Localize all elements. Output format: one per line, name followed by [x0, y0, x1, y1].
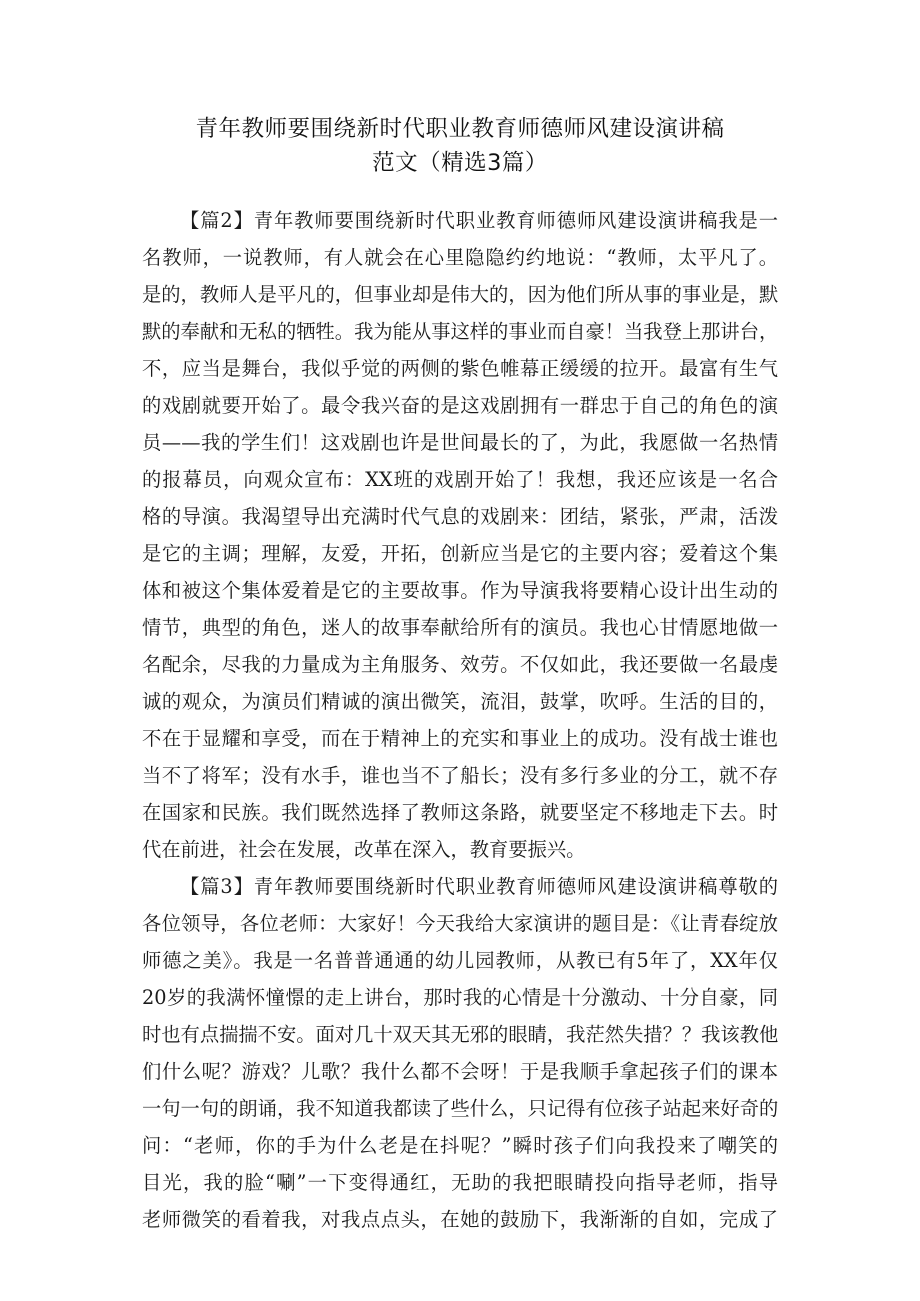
paragraph — [142, 868, 778, 1238]
paragraph-line: 一句一句的朗诵，我不知道我都读了些什么，只记得有位孩子站起来好奇的 — [142, 1097, 778, 1120]
paragraph-line: 不在于显耀和享受，而在于精神上的充实和事业上的成功。没有战士谁也 — [142, 727, 778, 750]
paragraph-line: 体和被这个集体爱着是它的主要故事。作为导演我将要精心设计出生动的 — [142, 579, 778, 602]
paragraph-line: 们什么呢？游戏？儿歌？我什么都不会呀！于是我顺手拿起孩子们的课本 — [142, 1060, 778, 1083]
document-body — [142, 202, 778, 1238]
paragraph-line: 员——我的学生们！这戏剧也许是世间最长的了，为此，我愿做一名热情 — [142, 431, 778, 454]
title-line-2: 范文（精选3篇） — [372, 150, 548, 176]
paragraph-line: 问：“老师，你的手为什么老是在抖呢？”瞬时孩子们向我投来了嘲笑的 — [142, 1134, 778, 1157]
paragraph-line: 名配余，尽我的力量成为主角服务、效劳。不仅如此，我还要做一名最虔 — [142, 653, 778, 676]
paragraph-line: 是它的主调；理解，友爱，开拓，创新应当是它的主要内容；爱着这个集 — [142, 542, 778, 565]
paragraph-line: 名教师，一说教师，有人就会在心里隐隐约约地说：“教师，太平凡了。 — [142, 246, 778, 269]
paragraph-line: 的报幕员，向观众宣布：XX班的戏剧开始了！我想，我还应该是一名合 — [142, 468, 778, 491]
paragraph-line: 目光，我的脸“唰”一下变得通红，无助的我把眼睛投向指导老师，指导 — [142, 1171, 778, 1194]
paragraph-line: 【篇3】青年教师要围绕新时代职业教育师德师风建设演讲稿尊敬的 — [180, 875, 778, 898]
paragraph-line: 20岁的我满怀憧憬的走上讲台，那时我的心情是十分激动、十分自豪，同 — [142, 986, 778, 1009]
title-line-1: 青年教师要围绕新时代职业教育师德师风建设演讲稿 — [195, 116, 725, 142]
paragraph-line: 情节，典型的角色，迷人的故事奉献给所有的演员。我也心甘情愿地做一 — [142, 616, 778, 639]
paragraph-line: 诚的观众，为演员们精诚的演出微笑，流泪，鼓掌，吹呼。生活的目的， — [142, 690, 778, 713]
paragraph-line: 各位领导，各位老师：大家好！今天我给大家演讲的题目是：《让青春绽放 — [142, 912, 778, 935]
paragraph-line: 老师微笑的看着我，对我点点头，在她的鼓励下，我渐渐的自如，完成了 — [142, 1208, 778, 1231]
paragraph-line: 是的，教师人是平凡的，但事业却是伟大的，因为他们所从事的事业是，默 — [142, 283, 778, 306]
paragraph-line: 默的奉献和无私的牺牲。我为能从事这样的事业而自豪！当我登上那讲台， — [142, 320, 778, 343]
paragraph-line: 的戏剧就要开始了。最令我兴奋的是这戏剧拥有一群忠于自己的角色的演 — [142, 394, 778, 417]
paragraph-line: 格的导演。我渴望导出充满时代气息的戏剧来：团结，紧张，严肃，活泼 — [142, 505, 778, 528]
paragraph-line: 时也有点揣揣不安。面对几十双天其无邪的眼睛，我茫然失措？？我该教他 — [142, 1023, 778, 1046]
paragraph-line: 在国家和民族。我们既然选择了教师这条路，就要坚定不移地走下去。时 — [142, 801, 778, 824]
paragraph-line: 代在前进，社会在发展，改革在深入，教育要振兴。 — [142, 838, 586, 861]
document-title — [140, 112, 780, 180]
paragraph-line: 【篇2】青年教师要围绕新时代职业教育师德师风建设演讲稿我是一 — [180, 209, 778, 232]
paragraph — [142, 202, 778, 868]
paragraph-line: 师德之美》。我是一名普普通通的幼儿园教师，从教已有5年了，XX年仅 — [142, 949, 778, 972]
paragraph-line: 不，应当是舞台，我似乎觉的两侧的紫色帷幕正缓缓的拉开。最富有生气 — [142, 357, 778, 380]
paragraph-line: 当不了将军；没有水手，谁也当不了船长；没有多行多业的分工，就不存 — [142, 764, 778, 787]
